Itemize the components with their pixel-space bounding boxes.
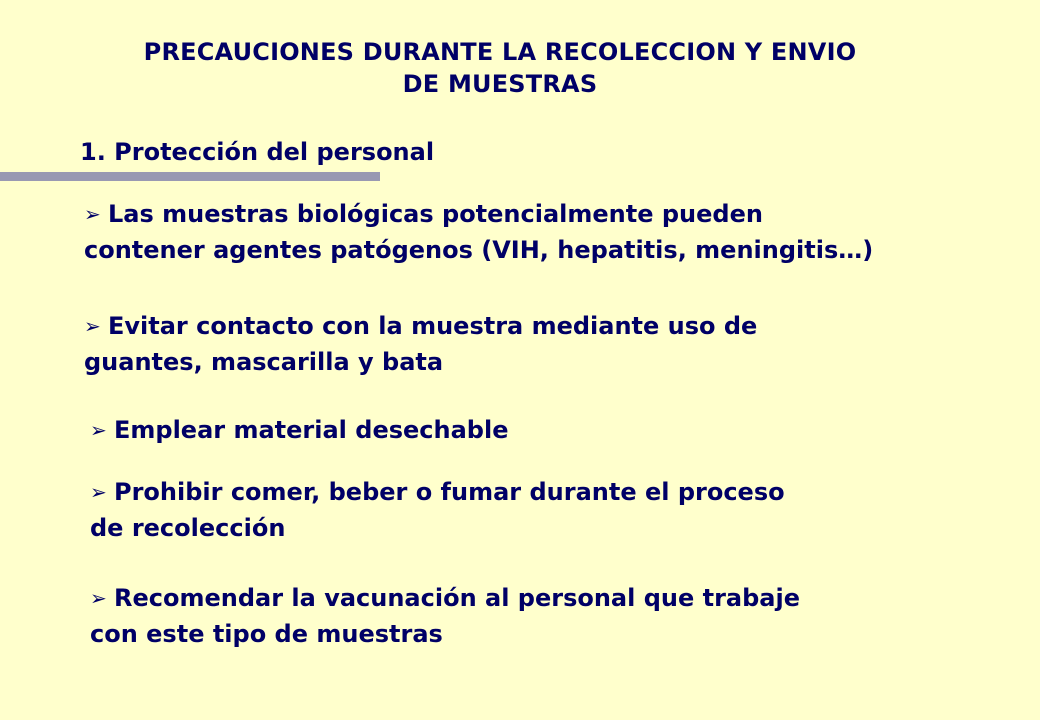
bullet-item-1 — [84, 196, 873, 268]
bullet-item-4-line-1: Prohibir comer, beber o fumar durante el proceso — [114, 478, 785, 506]
bullet-item-1-line-1: Las muestras biológicas potencialmente pueden — [108, 200, 763, 228]
bullet-item-5-line-2: con este tipo de muestras — [90, 620, 443, 648]
slide-title-line-2: DE MUESTRAS — [402, 70, 598, 98]
slide-title — [0, 36, 1000, 100]
bullet-item-2 — [84, 308, 757, 380]
bullet-item-1-line-2: contener agentes patógenos (VIH, hepatitis, meningitis…) — [84, 236, 874, 264]
bullet-item-5 — [90, 580, 800, 652]
arrow-bullet-icon: ➢ — [90, 480, 107, 504]
arrow-bullet-icon: ➢ — [90, 418, 107, 442]
bullet-item-2-line-2: guantes, mascarilla y bata — [84, 348, 444, 376]
arrow-bullet-icon: ➢ — [84, 314, 101, 338]
bullet-item-2-line-1: Evitar contacto con la muestra mediante uso de — [108, 312, 758, 340]
bullet-item-4-line-2: de recolección — [90, 514, 286, 542]
section-divider — [0, 172, 380, 181]
slide-title-line-1: PRECAUCIONES DURANTE LA RECOLECCION Y ENVIO — [143, 38, 857, 66]
arrow-bullet-icon: ➢ — [90, 586, 107, 610]
bullet-item-5-line-1: Recomendar la vacunación al personal que trabaje — [114, 584, 800, 612]
section-heading: 1. Protección del personal — [80, 138, 435, 166]
arrow-bullet-icon: ➢ — [84, 202, 101, 226]
bullet-item-3 — [90, 412, 508, 448]
bullet-item-4 — [90, 474, 785, 546]
bullet-item-3-line-1: Emplear material desechable — [114, 416, 509, 444]
